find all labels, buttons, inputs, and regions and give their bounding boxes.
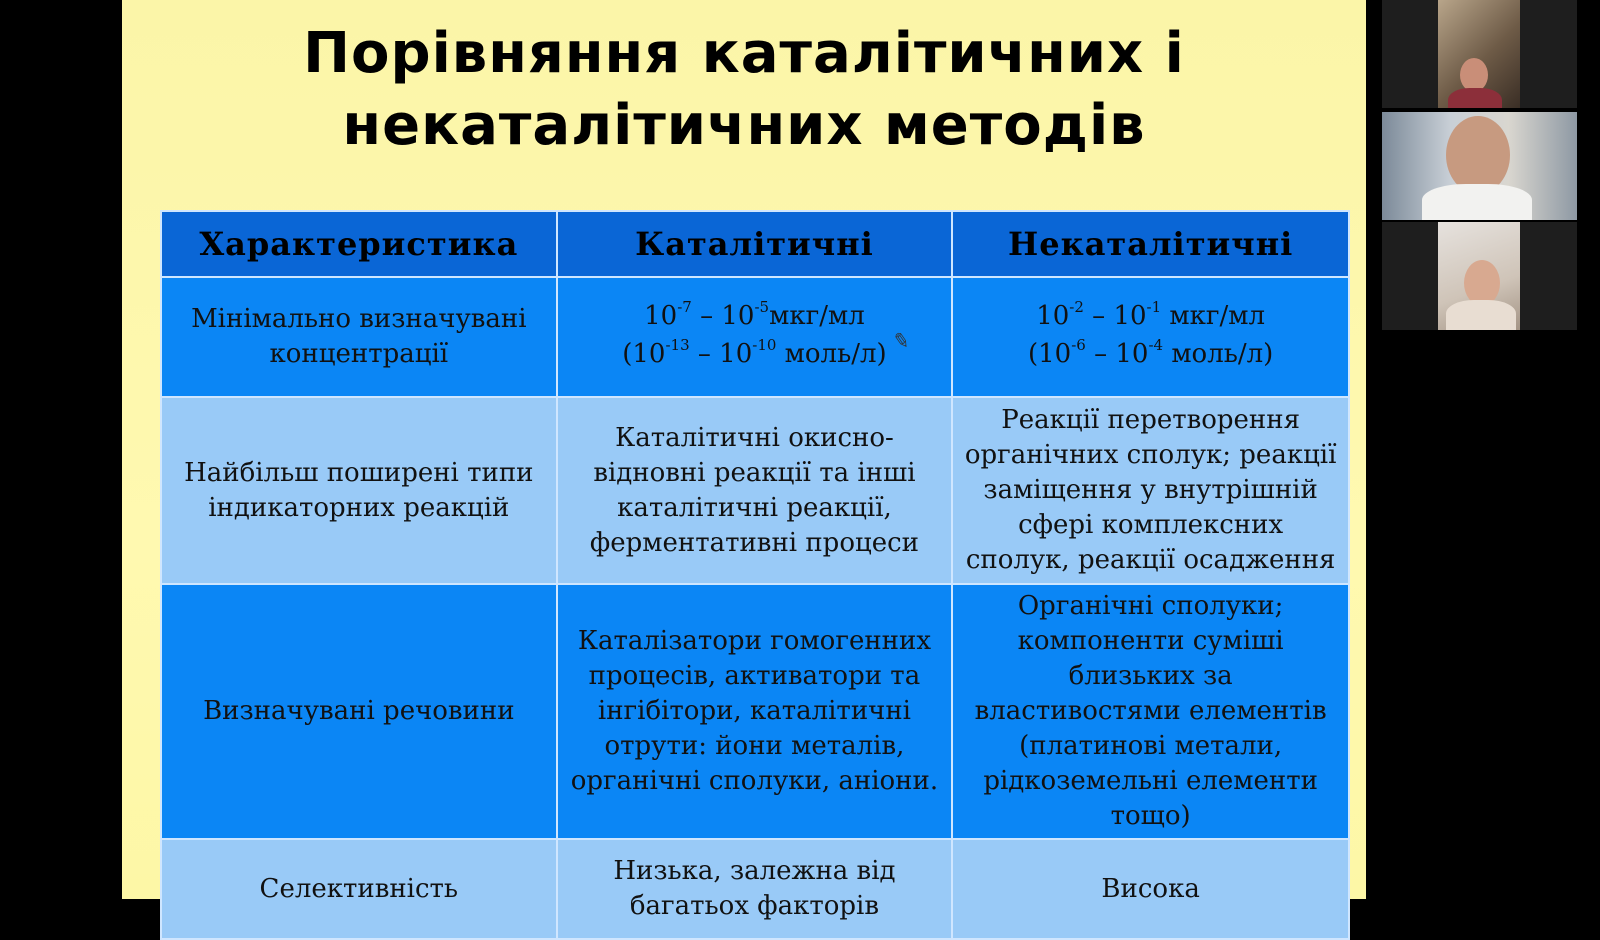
header-noncatalytic: Некаталітичні bbox=[952, 211, 1349, 277]
comparison-table bbox=[160, 210, 1350, 940]
participant-body bbox=[1446, 300, 1516, 330]
participant-body bbox=[1422, 184, 1532, 220]
cell-characteristic: Селективність bbox=[161, 839, 557, 939]
table-row bbox=[161, 397, 1349, 584]
concentration-line-mass: $10^{-7} - 10^{-5}мкг/мл$ bbox=[644, 298, 865, 331]
participant-video-tile[interactable] bbox=[1382, 0, 1577, 108]
presentation-slide bbox=[122, 0, 1366, 921]
participant-head bbox=[1460, 58, 1488, 92]
cell-noncatalytic: Реакції перетворення органічних сполук; реакції заміщення у внутрішній сфері комплексних сполук, реакції осадження bbox=[952, 397, 1349, 584]
participant-video-feed bbox=[1438, 0, 1520, 108]
cell-catalytic: Каталізатори гомогенних процесів, активатори та інгібітори, каталітичні отрути: йони металів, органічні сполуки, аніони. bbox=[557, 584, 953, 839]
participant-video-feed bbox=[1382, 112, 1577, 220]
cell-catalytic: Каталітичні окисно-відновні реакції та інші каталітичні реакції, ферментативні процеси bbox=[557, 397, 953, 584]
participant-video-tile[interactable] bbox=[1382, 112, 1577, 220]
header-characteristic: Характеристика bbox=[161, 211, 557, 277]
cell-catalytic: Низька, залежна від багатьох факторів bbox=[557, 839, 953, 939]
participant-video-tile[interactable] bbox=[1382, 222, 1577, 330]
participant-video-feed bbox=[1438, 222, 1520, 330]
header-catalytic: Каталітичні bbox=[557, 211, 953, 277]
slide-title: Порівняння каталітичних і некаталітичних методів bbox=[303, 21, 1185, 158]
participant-head bbox=[1446, 116, 1510, 194]
cell-characteristic: Визначувані речовини bbox=[161, 584, 557, 839]
cell-noncatalytic: Органічні сполуки; компоненти суміші близьких за властивостями елементів (платинові метали, рідкоземельні елементи тощо) bbox=[952, 584, 1349, 839]
table-row bbox=[161, 277, 1349, 397]
table-row bbox=[161, 839, 1349, 939]
cell-noncatalytic-concentration bbox=[952, 277, 1349, 397]
table-header-row bbox=[161, 211, 1349, 277]
table-row bbox=[161, 584, 1349, 839]
participant-body bbox=[1448, 88, 1502, 108]
pen-cursor-icon: ✎ bbox=[891, 327, 912, 354]
cell-noncatalytic: Висока bbox=[952, 839, 1349, 939]
concentration-line-molar: ($10^{-6} - 10^{-4}$ моль/л) bbox=[1027, 336, 1274, 369]
participants-video-panel bbox=[1382, 0, 1577, 330]
concentration-line-mass: $10^{-2} - 10^{-1}$ мкг/мл bbox=[1036, 298, 1266, 331]
concentration-line-molar: ($10^{-13} - 10^{-10}$ моль/л) bbox=[622, 336, 887, 369]
cell-characteristic: Найбільш поширені типи індикаторних реакцій bbox=[161, 397, 557, 584]
cell-characteristic: Мінімально визначувані концентрації bbox=[161, 277, 557, 397]
